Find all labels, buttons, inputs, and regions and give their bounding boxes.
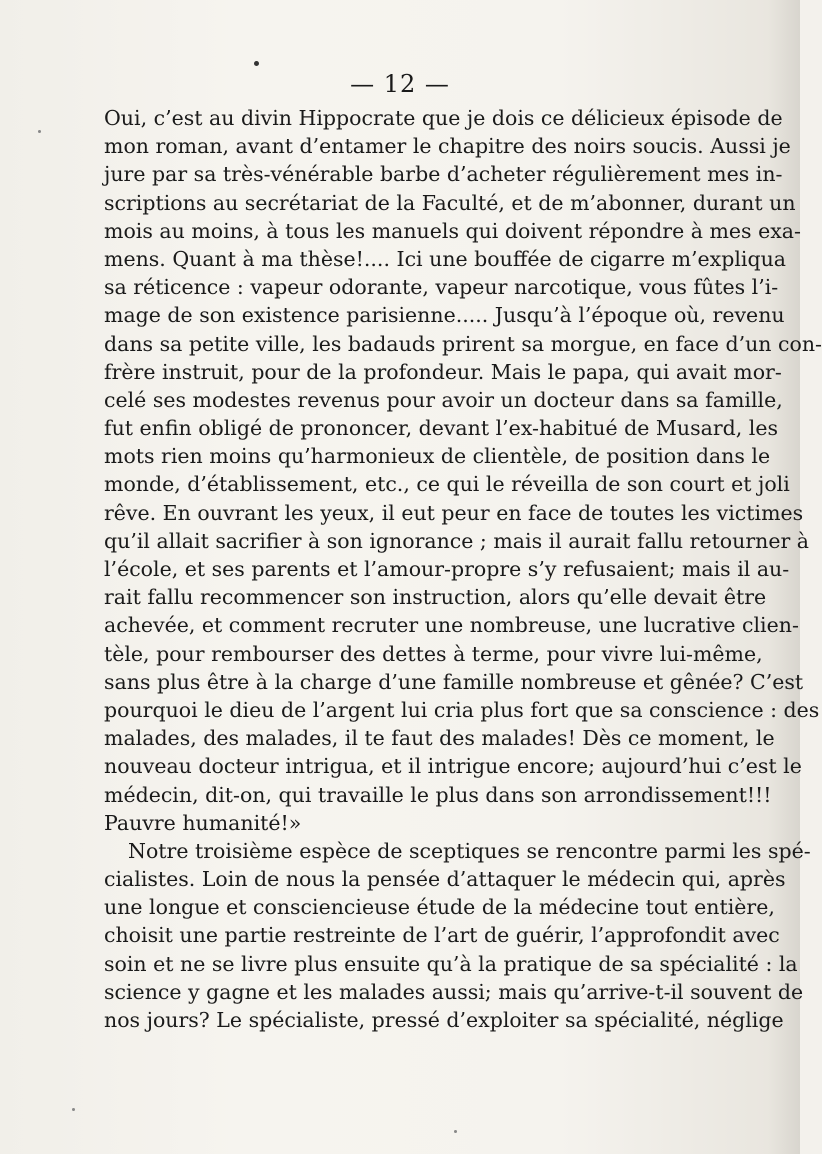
text-line: pourquoi le dieu de l’argent lui cria plus fort que sa conscience : des [104, 697, 820, 722]
paper-speck [454, 1130, 457, 1133]
text-line: nouveau docteur intrigua, et il intrigue encore; aujourd’hui c’est le [104, 754, 802, 779]
text-line: Oui, c’est au divin Hippocrate que je dois ce délicieux épisode de [104, 106, 783, 130]
text-line: Notre troisième espèce de sceptiques se rencontre parmi les spé- [128, 838, 811, 863]
text-line: malades, des malades, il te faut des malades! Dès ce moment, le [104, 726, 775, 751]
text-line: médecin, dit-on, qui travaille le plus dans son arrondissement!!! [104, 782, 772, 807]
text-line: monde, d’établissement, etc., ce qui le réveilla de son court et joli [104, 472, 790, 497]
text-line: rait fallu recommencer son instruction, alors qu’elle devait être [104, 585, 767, 610]
text-line: mage de son existence parisienne..... Jusqu’à l’époque où, revenu [104, 303, 785, 328]
ink-dot [254, 61, 259, 66]
page-number: — 12 — [350, 70, 450, 98]
text-line: science y gagne et les malades aussi; mais qu’arrive-t-il souvent de [104, 979, 804, 1004]
text-line: achevée, et comment recruter une nombreuse, une lucrative clien- [104, 613, 799, 638]
text-line: tèle, pour rembourser des dettes à terme, pour vivre lui-même, [104, 641, 763, 666]
text-line: choisit une partie restreinte de l’art de guérir, l’approfondit avec [104, 923, 780, 948]
text-line: fut enfin obligé de prononcer, devant l’ex-habitué de Musard, les [104, 416, 779, 441]
text-line: mens. Quant à ma thèse!.... Ici une bouffée de cigarre m’expliqua [104, 246, 787, 271]
text-line: celé ses modestes revenus pour avoir un docteur dans sa famille, [104, 387, 783, 412]
text-line: l’école, et ses parents et l’amour-propre s’y refusaient; mais il au- [104, 557, 790, 581]
text-line: mon roman, avant d’entamer le chapitre des noirs soucis. Aussi je [104, 134, 791, 159]
text-line: nos jours? Le spécialiste, pressé d’exploiter sa spécialité, néglige [104, 1008, 784, 1032]
text-line: Pauvre humanité!» [104, 810, 302, 835]
text-line: frère instruit, pour de la profondeur. Mais le papa, qui avait mor- [104, 359, 782, 384]
paper-speck [38, 130, 41, 133]
body-text [104, 104, 822, 1034]
text-line: sans plus être à la charge d’une famille nombreuse et gênée? C’est [104, 669, 804, 694]
paper-speck [72, 1108, 75, 1111]
text-line: scriptions au secrétariat de la Faculté, et de m’abonner, durant un [104, 190, 796, 215]
text-line: mois au moins, à tous les manuels qui doivent répondre à mes exa- [104, 218, 801, 243]
text-line: jure par sa très-vénérable barbe d’acheter régulièrement mes in- [104, 162, 783, 187]
text-line: une longue et consciencieuse étude de la médecine tout entière, [104, 895, 775, 920]
text-line: qu’il allait sacrifier à son ignorance ; mais il aurait fallu retourner à [104, 528, 810, 553]
text-line: sa réticence : vapeur odorante, vapeur narcotique, vous fûtes l’i- [104, 275, 779, 300]
text-line: rêve. En ouvrant les yeux, il eut peur en face de toutes les victimes [104, 500, 804, 525]
text-line: dans sa petite ville, les badauds prirent sa morgue, en face d’un con- [104, 331, 822, 356]
text-line: mots rien moins qu’harmonieux de clientèle, de position dans le [104, 444, 771, 469]
text-line: cialistes. Loin de nous la pensée d’attaquer le médecin qui, après [104, 867, 786, 892]
text-line: soin et ne se livre plus ensuite qu’à la pratique de sa spécialité : la [104, 951, 798, 976]
